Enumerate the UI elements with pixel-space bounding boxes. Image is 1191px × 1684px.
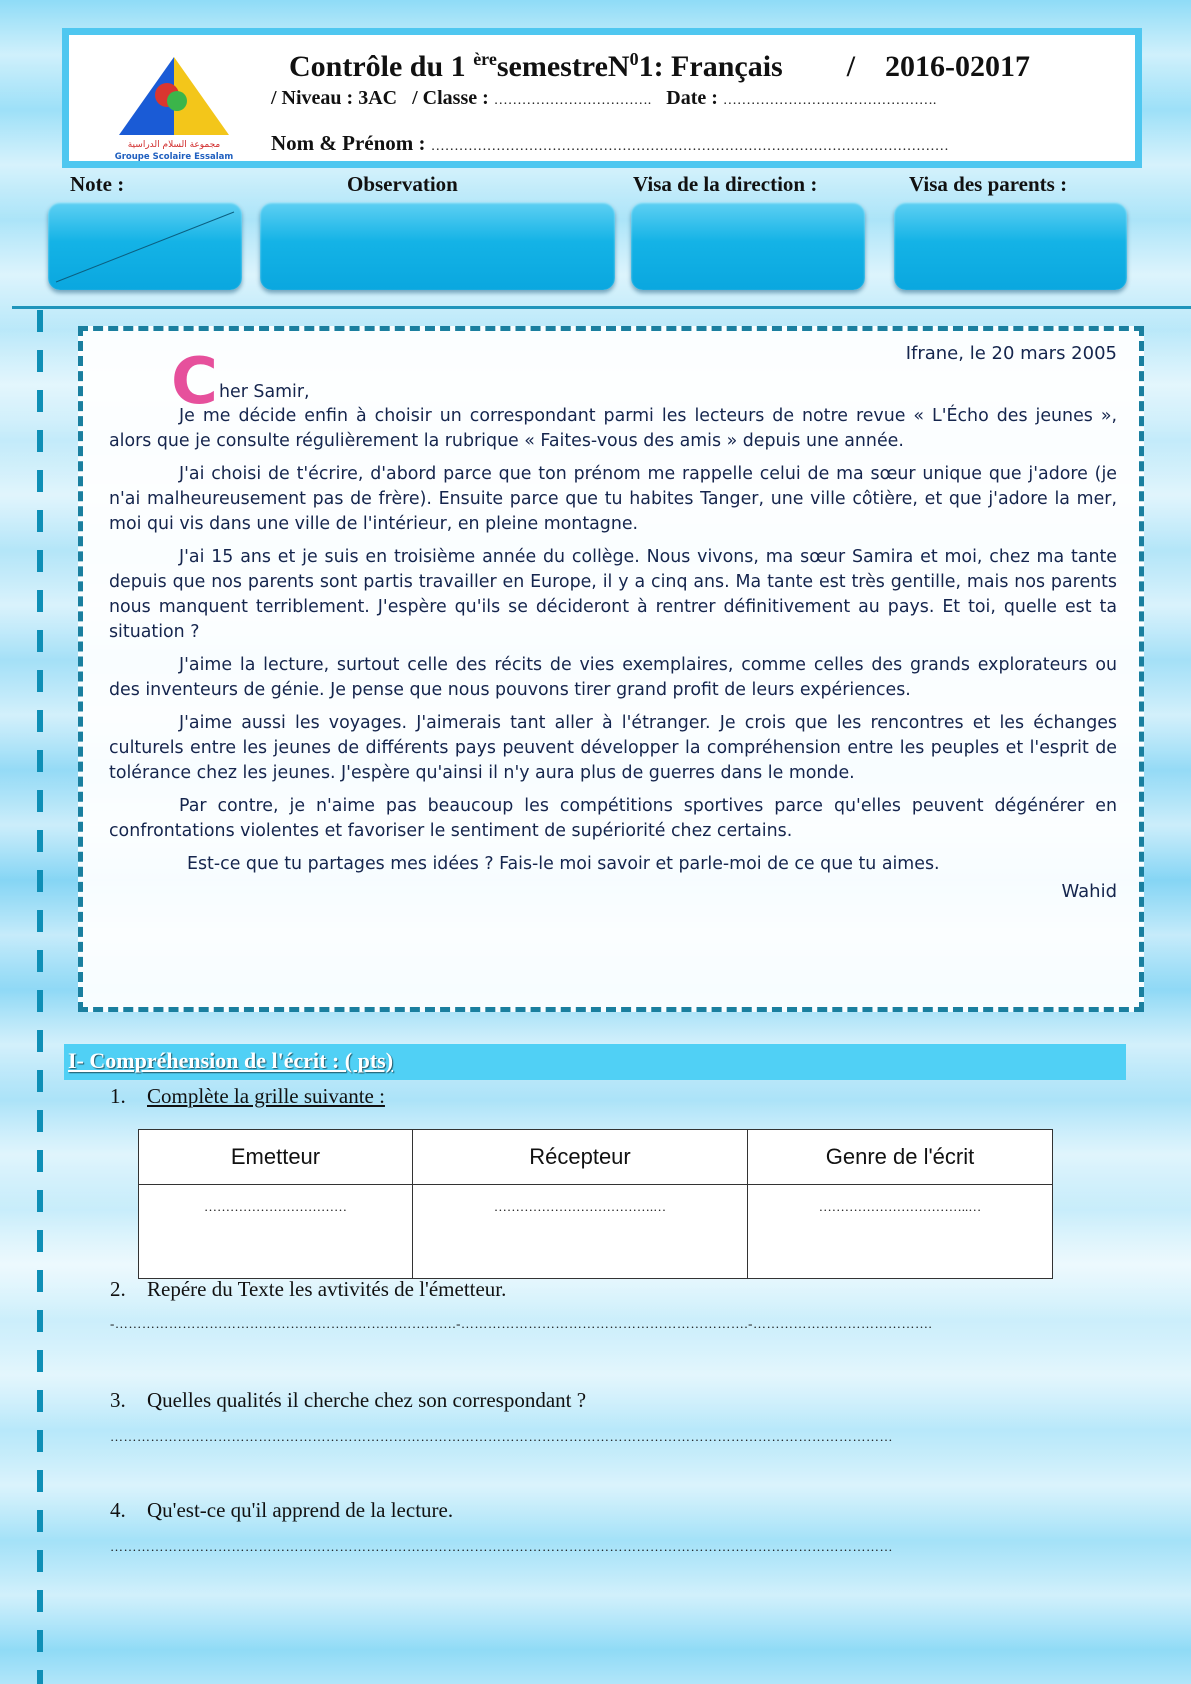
question-4: 4. Qu'est-ce qu'il apprend de la lecture. (110, 1498, 454, 1522)
letter-paragraph: Par contre, je n'aime pas beaucoup les compétitions sportives parce qu'elles peuvent dégénérer en confrontations violentes et favoriser le sentiment de supériorité chez certains. (109, 796, 1117, 841)
section-title: I- Compréhension de l'écrit : ( pts) (68, 1048, 394, 1073)
letter-signature: Wahid (1061, 881, 1117, 902)
visa-parents-box[interactable] (894, 202, 1127, 290)
visa-parents-label: Visa des parents : (909, 172, 1068, 196)
letter-salutation: C her Samir, (171, 345, 310, 419)
question-3: 3. Quelles qualités il cherche chez son correspondant ? (110, 1388, 587, 1412)
grid-cell-genre[interactable]: ……………………………..… (748, 1185, 1053, 1279)
name-field[interactable]: ………………………………………………………………………………………………… (430, 139, 949, 154)
note-label: Note : (70, 172, 125, 196)
question-1: 1. Complète la grille suivante : (110, 1084, 385, 1108)
section-header (64, 1044, 1126, 1080)
answer-grid (138, 1129, 1053, 1279)
name-line (271, 131, 949, 156)
svg-text:Groupe Scolaire Essalam: Groupe Scolaire Essalam (114, 152, 234, 162)
letter-text-frame (78, 326, 1144, 1012)
name-label: Nom & Prénom : (271, 131, 426, 155)
answer-line-2[interactable]: -………………………………………………………………….-……………………………………………………….-…………………………………. (110, 1316, 933, 1331)
visa-direction-label: Visa de la direction : (633, 172, 818, 196)
classe-label: / Classe : (412, 87, 489, 109)
exam-title: Contrôle du 1 $^{ère}$semestreN$^0$1: Français / 2016-02017 (289, 49, 1031, 83)
note-diagonal-line (48, 202, 242, 290)
answer-line-4[interactable]: ………………………………………………………………………………………………………………………………………………………… (110, 1539, 893, 1554)
letter-paragraph: J'aime aussi les voyages. J'aimerais tant aller à l'étranger. Je crois que les rencontres et les échanges culturels entre les jeunes de différents pays peuvent développer la compréhension entre les peuples et l'esprit de tolérance chez les jeunes. J'espère qu'ainsi il n'y aura plus de guerres dans le monde. (109, 713, 1117, 783)
grid-header-recepteur: Récepteur (413, 1130, 748, 1185)
date-label: Date : (666, 87, 718, 109)
answer-line-3[interactable]: ………………………………………………………………………………………………………………………………………………………… (110, 1429, 893, 1444)
niveau-label: / Niveau : 3AC (271, 87, 398, 109)
svg-text:مجموعة السلام الدراسية: مجموعة السلام الدراسية (127, 140, 221, 150)
question-2: 2. Repére du Texte les avtivités de l'émetteur. (110, 1277, 507, 1301)
date-field[interactable]: ………………………………………. (722, 93, 937, 108)
classe-field[interactable]: ……………………………. (493, 93, 652, 108)
letter-paragraph: J'aime la lecture, surtout celle des récits de vies exemplaires, comme celles des grands explorateurs ou des inventeurs de génie. Je pense que nous pouvons tirer grand profit de leurs expériences. (109, 655, 1117, 700)
visa-direction-box[interactable] (631, 202, 865, 290)
margin-dashed-line (37, 310, 43, 1684)
grid-header-genre: Genre de l'écrit (748, 1130, 1053, 1185)
header-divider (12, 306, 1191, 309)
grid-cell-recepteur[interactable]: ……………………………….… (413, 1185, 748, 1279)
class-info-line (271, 87, 936, 110)
observation-label: Observation (347, 172, 458, 196)
drop-cap: C (171, 345, 218, 419)
exam-header (62, 28, 1142, 168)
note-box[interactable] (48, 202, 242, 290)
letter-paragraph: J'ai 15 ans et je suis en troisième année du collège. Nous vivons, ma sœur Samira et moi, chez ma tante depuis que nos parents sont partis travailler en Europe, il y a cinq ans. Ma tante est très gentille, mais nos parents nous manquent terriblement. J'espère qu'ils se décideront à rentrer définitivement au pays. Et toi, quelle est ta situation ? (109, 547, 1117, 642)
observation-box[interactable] (260, 202, 615, 290)
school-logo (109, 55, 239, 165)
grid-cell-emetteur[interactable]: …………………………… (139, 1185, 413, 1279)
letter-paragraph: Est-ce que tu partages mes idées ? Fais-le moi savoir et parle-moi de ce que tu aimes. (187, 854, 940, 874)
letter-body (109, 337, 1117, 904)
grid-header-emetteur: Emetteur (139, 1130, 413, 1185)
letter-paragraph: Je me décide enfin à choisir un correspondant parmi les lecteurs de notre revue « L'Écho des jeunes », alors que je consulte régulièrement la rubrique « Faites-vous des amis » depuis une année. (109, 406, 1117, 451)
letter-paragraph: J'ai choisi de t'écrire, d'abord parce que ton prénom me rappelle celui de ma sœur unique que j'adore (je n'ai malheureusement pas de frère). Ensuite parce que tu habites Tanger, une ville côtière, et que j'adore la mer, moi qui vis dans une ville de l'intérieur, en pleine montagne. (109, 464, 1117, 534)
letter-place-date: Ifrane, le 20 mars 2005 (905, 343, 1117, 364)
